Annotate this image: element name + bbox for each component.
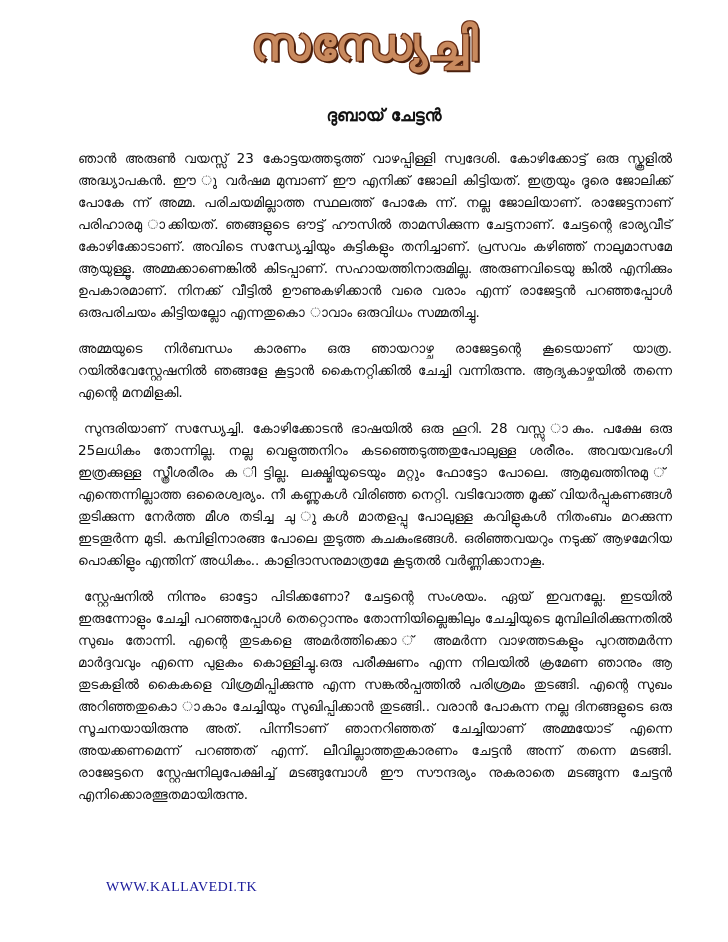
story-body	[78, 148, 672, 820]
masthead-title: സന്ധ്യേച്ചി	[251, 17, 479, 71]
story-paragraph-1: ഞാൻ അരുൺ വയസ്സ് 23 കോട്ടയത്തടുത്ത് വാഴപ്പിള്ളി സ്വദേശി. കോഴിക്കോട്ട് ഒരു സ്കൂളിൽ അദ്ധ്യാപകൻ. ഈ ു വർഷമ മുമ്പാണ് ഈ എനിക്ക് ജോലി കിട്ടിയത്. ഇത്രയും ദൂരെ ജോലിക്ക് പോകേ ന്ന് അമ്മ. പരിചയമില്ലാത്ത സ്ഥലത്ത് പോകേ ന്ന്. നല്ല ജോലിയാണ്. രാജേട്ടനാണ് പരിഹാരമു ാക്കിയത്. ഞങ്ങളുടെ ഔട്ട് ഹൗസിൽ താമസിക്കുന്ന ചേട്ടനാണ്. ചേട്ടന്റെ ഭാര്യവീട് കോഴിക്കോടാണ്. അവിടെ സന്ധ്യേച്ചിയും കുട്ടികളും തനിച്ചാണ്. പ്രസവം കഴിഞ്ഞ് നാലുമാസമേ ആയുള്ളൂ. അമ്മക്കാണെങ്കിൽ കിടപ്പാണ്. സഹായത്തിനാരുമില്ല. അരുണവിടെയു ങ്കിൽ എനിക്കും ഉപകാരമാണ്. നിനക്ക് വീട്ടിൽ ഊണുകഴിക്കാൻ വരെ വരാം എന്ന് രാജേട്ടൻ പറഞ്ഞപ്പോൾ ഒരുപരിചയം കിട്ടിയല്ലോ എന്നതുകൊ ാവാം ഒരുവിധം സമ്മതിച്ചു.	[78, 151, 672, 321]
story-paragraph-4: സ്റ്റേഷനിൽ നിന്നും ഓട്ടോ പിടിക്കണോ? ചേട്ടന്റെ സംശയം. ഏയ് ഇവനല്ലേ. ഇടയിൽ ഇരുന്നോളും ചേച്ചി പറഞ്ഞപ്പോൾ തെറ്റൊന്നും തോന്നിയില്ലെങ്കിലും ചേച്ചിയുടെ മുമ്പിലിരിക്കുന്നതിൽ സുഖം തോന്നി. എന്റെ തുടകളെ അമർത്തിക്കൊ ് അമർന്ന വാഴത്തടകളും പുറത്തമർന്ന മാർദ്ദവവും എന്നെ പുളകം കൊള്ളിച്ചു.ഒരു പരീക്ഷണം എന്ന നിലയിൽ ക്രമേണ ഞാനും ആ തുടകളിൽ കൈകളെ വിശ്രമിപ്പിക്കുന്നു എന്ന സങ്കൽപ്പത്തിൽ പരിശ്രമം തുടങ്ങി. എന്റെ സുഖം അറിഞ്ഞതുകൊ ാകാം ചേച്ചിയും സുഖിപ്പിക്കാൻ തുടങ്ങി.. വരാൻ പോകുന്ന നല്ല ദിനങ്ങളുടെ ഒരു സൂചനയായിരുന്നു അത്. പിന്നീടാണ് ഞാനറിഞ്ഞത് ചേച്ചിയാണ് അമ്മയോട് എന്നെ അയക്കണമെന്ന് പറഞ്ഞത് എന്ന്. ലീവില്ലാത്തതുകാരണം ചേട്ടൻ അന്ന് തന്നെ മടങ്ങി. രാജേട്ടനെ സ്റ്റേഷനിലുപേക്ഷിച്ച് മടങ്ങുമ്പോൾ ഈ സൗന്ദര്യം നുകരാതെ മടങ്ങുന്ന ചേട്ടൻ എനിക്കൊരത്ഭുതമായിരുന്നു.	[78, 589, 672, 803]
story-title: ദുബായ് ചേട്ടൻ	[326, 106, 442, 126]
masthead-logo	[200, 12, 530, 78]
footer-website-link[interactable]: WWW.KALLAVEDI.TK	[106, 880, 258, 895]
story-paragraph-2: അമ്മയുടെ നിർബന്ധം കാരണം ഒരു ഞായറാഴ്ച രാജേട്ടന്റെ കൂടെയാണ് യാത്ര. റയിൽവേസ്റ്റേഷനിൽ ഞങ്ങളേ കൂട്ടാൻ കൈനറ്റിക്കിൽ ചേച്ചി വന്നിരുന്നു. ആദ്യകാഴ്ചയിൽ തന്നെ എന്റെ മനമിളകി.	[78, 341, 672, 401]
story-paragraph-3: സുന്ദരിയാണ് സന്ധ്യേച്ചി. കോഴിക്കോടൻ ഭാഷയിൽ ഒരു ഹൂറി. 28 വസ്സു ാകും. പക്ഷേ ഒരു 25ലധികം തോന്നില്ല. നല്ല വെളുത്തനിറം കടഞ്ഞെടുത്തതുപോലുള്ള ശരീരം. അവയവഭംഗി ഇത്രക്കുള്ള സ്ത്രീശരീരം ക ിട്ടില്ല. ലക്ഷ്മിയുടെയും മറ്റും ഫോട്ടോ പോലെ. ആമുഖത്തിനുമു ് എന്തെന്നില്ലാത്ത ഒരൈശ്വര്യം. നീ കണ്ണുകൾ വിരിഞ്ഞ നെറ്റി. വടിവോത്ത മൂക്ക് വിയർപ്പുകണങ്ങൾ തുടിക്കുന്ന നേർത്ത മീശ തടിച്ച ചു ുകൾ മാതളപ്പു പോലുള്ള കവിളുകൾ നിതംബം മറക്കുന്ന ഇടതൂർന്ന മുടി. കമ്പിളിനാരങ്ങ പോലെ തുടുത്ത കുചകുംഭങ്ങൾ. ഒരിഞ്ഞവയറും നടുക്ക് ആഴമേറിയ പൊക്കിളും എന്തിന് അധികം.. കാളിദാസനുമാത്രമേ കൂടുതൽ വർണ്ണിക്കാനാകൂ.	[78, 421, 672, 569]
